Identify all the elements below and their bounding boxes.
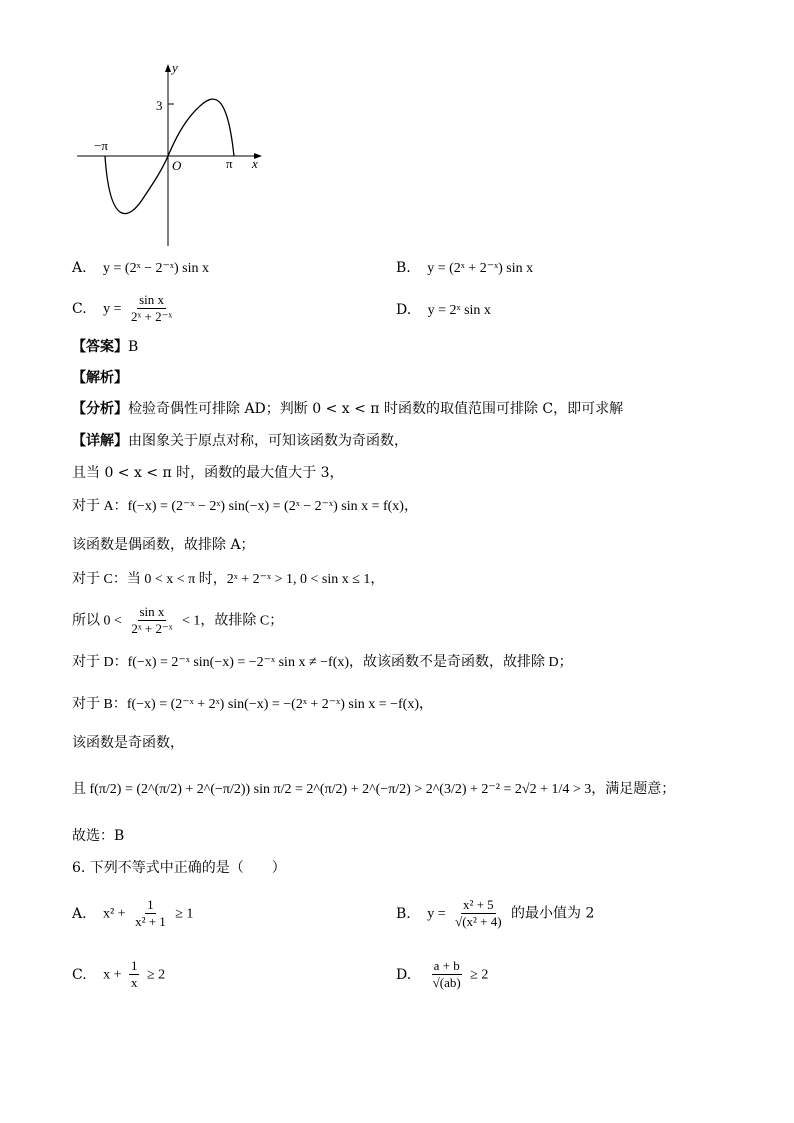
solution-line-5-denominator: 2ˣ + 2⁻ˣ [131, 621, 173, 636]
q6-option-b-fraction [453, 897, 504, 930]
q6-option-b [396, 897, 594, 930]
option-c-lhs: y = [103, 301, 122, 317]
q6-stem: 6. 下列不等式中正确的是（ ） [72, 860, 286, 876]
q6-option-b-post: 的最小值为 2 [511, 905, 595, 922]
solution-line-5 [72, 604, 283, 637]
option-c-numerator: sin x [139, 292, 165, 307]
solution-line-5-pre: 所以 0 < [72, 613, 122, 629]
solution-line-10: 故选：B [72, 828, 125, 844]
q6-option-c-post: ≥ 2 [146, 967, 166, 983]
option-b-formula: y = (2ˣ + 2⁻ˣ) sin x [427, 261, 534, 276]
q6-option-d-post: ≥ 2 [470, 967, 489, 983]
y-axis-label: y [172, 60, 178, 75]
q6-option-a-numerator: 1 [147, 897, 154, 912]
solution-line-5-post: < 1，故排除 C； [182, 613, 284, 629]
q6-option-c-pre: x + [103, 967, 122, 983]
fenxi-line [72, 399, 623, 419]
q6-option-c-fraction [129, 958, 140, 991]
q6-option-a-pre: x² + [103, 906, 126, 922]
option-d [396, 300, 491, 321]
q6-option-c-label: C. [72, 966, 87, 983]
xiangjie-tag: 【详解】 [72, 433, 128, 449]
option-d-label: D. [396, 302, 412, 318]
q6-option-a-fraction [133, 897, 168, 930]
q6-option-a [72, 897, 193, 930]
option-b [396, 258, 533, 279]
origin-label: O [172, 158, 182, 173]
q6-option-c-numerator: 1 [130, 958, 138, 973]
solution-line-5-numerator: sin x [139, 604, 165, 619]
solution-line-3: 该函数是偶函数，故排除 A； [72, 537, 255, 553]
q6-option-a-label: A. [72, 905, 87, 922]
y-axis-arrow [165, 64, 171, 72]
q6-option-d [396, 958, 488, 991]
solution-line-8: 该函数是奇函数， [72, 735, 184, 751]
q6-option-b-pre: y = [427, 906, 446, 922]
solution-line-6: 对于 D：f(−x) = 2⁻ˣ sin(−x) = −2⁻ˣ sin x ≠ −f(x)，故该函数不是奇函数，故排除 D； [72, 655, 573, 670]
solution-line-5-fraction [129, 604, 174, 637]
solution-line-2: 对于 A：f(−x) = (2⁻ˣ − 2ˣ) sin(−x) = (2ˣ − 2⁻ˣ) sin x = f(x)， [72, 499, 418, 514]
analysis-heading [72, 368, 128, 388]
solution-line-7: 对于 B：f(−x) = (2⁻ˣ + 2ˣ) sin(−x) = −(2ˣ + 2⁻ˣ) sin x = −f(x)， [72, 697, 433, 712]
answer-line [72, 337, 138, 357]
tick-label-3: 3 [156, 98, 163, 113]
q6-option-d-fraction [431, 958, 463, 991]
option-a-formula: y = (2ˣ − 2⁻ˣ) sin x [103, 261, 209, 276]
option-c-fraction [129, 292, 174, 325]
q6-option-b-numerator: x² + 5 [462, 897, 494, 912]
tick-label-neg-pi: −π [94, 138, 108, 153]
solution-line-9: 且 f(π/2) = (2^(π/2) + 2^(−π/2)) sin π/2 = 2^(π/2) + 2^(−π/2) > 2^(3/2) + 2⁻² = 2√2 + 1/4 > 3，满足题意； [72, 782, 676, 797]
solution-line-1: 且当 0 < x < π 时，函数的最大值大于 3， [72, 465, 344, 481]
function-graph [72, 60, 272, 250]
q6-option-d-denominator: √(ab) [432, 975, 461, 990]
option-c-denominator: 2ˣ + 2⁻ˣ [130, 309, 173, 324]
x-axis-label: x [252, 156, 258, 171]
option-d-formula: y = 2ˣ sin x [427, 303, 491, 318]
solution-line-4: 对于 C：当 0 < x < π 时，2ˣ + 2⁻ˣ > 1, 0 < sin x ≤ 1， [72, 572, 385, 587]
q6-option-d-label: D. [396, 966, 412, 983]
xiangjie-text: 由图象关于原点对称，可知该函数为奇函数， [128, 433, 408, 449]
answer-value: B [128, 339, 139, 355]
q6-option-b-label: B. [396, 905, 411, 922]
q6-option-a-denominator: x² + 1 [135, 914, 166, 929]
xiangjie-line [72, 431, 408, 451]
q6-option-b-denominator: √(x² + 4) [455, 914, 502, 929]
q6-option-c-denominator: x [130, 975, 138, 990]
q6-option-a-post: ≥ 1 [175, 906, 194, 922]
option-b-label: B. [396, 260, 411, 276]
answer-tag: 【答案】 [72, 339, 128, 355]
option-c-label: C. [72, 300, 87, 317]
fenxi-text: 检验奇偶性可排除 AD；判断 0 < x < π 时函数的取值范围可排除 C，即可求解 [128, 401, 624, 417]
q6-option-d-numerator: a + b [433, 958, 460, 973]
option-c [72, 292, 177, 325]
analysis-tag: 【解析】 [72, 370, 128, 386]
fenxi-tag: 【分析】 [72, 401, 128, 417]
option-a [72, 258, 209, 279]
option-a-label: A. [72, 260, 87, 276]
q6-option-c [72, 958, 165, 991]
tick-label-pi: π [226, 156, 233, 171]
